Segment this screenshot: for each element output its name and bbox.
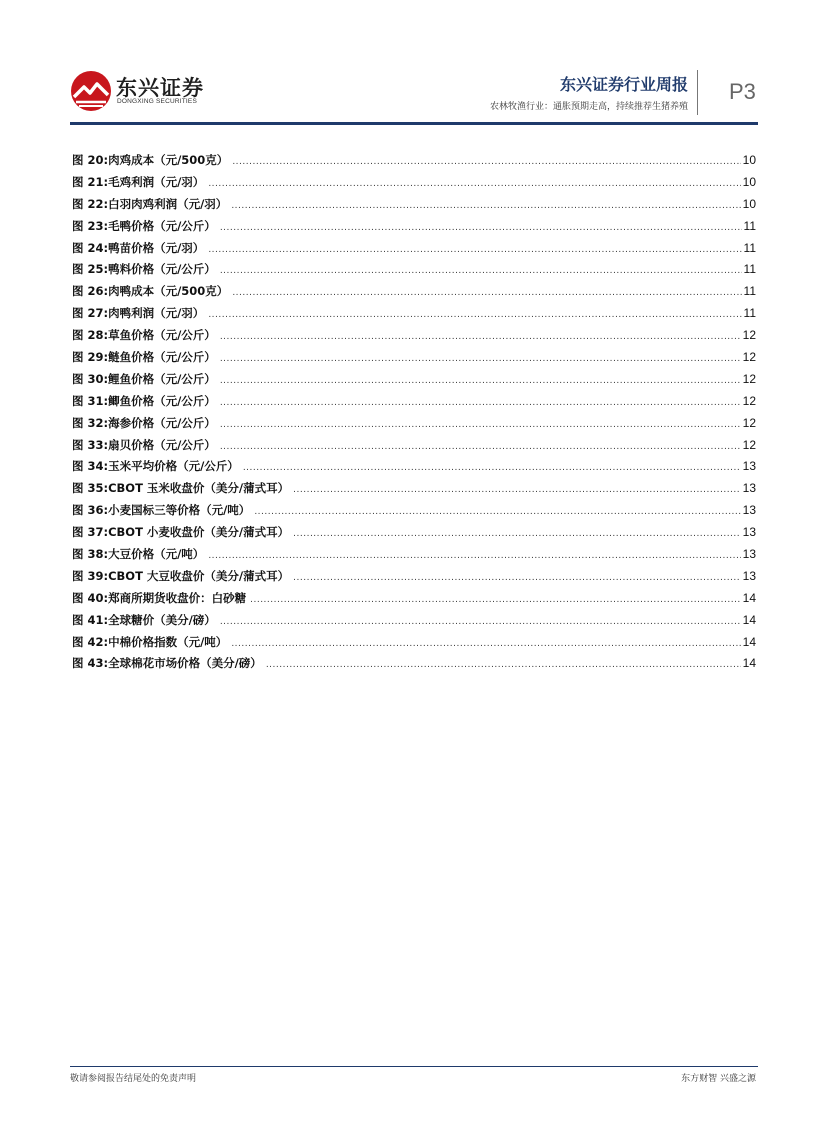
toc-leader-dots [220,218,742,240]
toc-entry[interactable] [72,544,756,566]
toc-entry-page: 11 [743,240,756,255]
toc-entry[interactable] [72,150,756,172]
toc-entry[interactable] [72,172,756,194]
toc-leader-dots [293,568,741,590]
toc-entry-label: 图 23:毛鸭价格（元/公斤） [72,218,216,233]
toc-entry-page: 12 [742,328,756,343]
toc-entry[interactable] [72,413,756,435]
toc-entry-page: 12 [742,437,756,452]
footer-rule [70,1066,758,1067]
page-header [0,0,827,130]
toc-entry[interactable] [72,216,756,238]
toc-entry-label: 图 42:中棉价格指数（元/吨） [72,634,228,649]
toc-leader-dots [293,524,741,546]
toc-entry[interactable] [72,632,756,654]
toc-entry-label: 图 33:扇贝价格（元/公斤） [72,437,216,452]
toc-leader-dots [243,458,741,480]
toc-entry-page: 14 [742,612,756,627]
toc-entry-label: 图 40:郑商所期货收盘价：白砂糖 [72,590,247,605]
logo-cn-text: 东兴证券 [116,76,204,100]
toc-entry[interactable] [72,347,756,369]
toc-entry[interactable] [72,588,756,610]
toc-entry-page: 13 [742,503,756,518]
company-logo [70,70,204,114]
toc-leader-dots [208,305,741,327]
toc-leader-dots [232,283,741,305]
toc-entry-label: 图 24:鸭苗价格（元/羽） [72,240,205,255]
toc-entry-label: 图 30:鲤鱼价格（元/公斤） [72,371,216,386]
toc-entry-page: 12 [742,393,756,408]
toc-entry-label: 图 21:毛鸡利润（元/羽） [72,174,205,189]
toc-entry-label: 图 29:鲢鱼价格（元/公斤） [72,350,216,365]
toc-entry-page: 11 [743,306,756,321]
report-title: 东兴证券行业周报 [559,75,688,94]
toc-entry-label: 图 38:大豆价格（元/吨） [72,547,205,562]
toc-leader-dots [220,327,741,349]
toc-entry[interactable] [72,325,756,347]
toc-entry-page: 14 [742,656,756,671]
toc-entry-page: 12 [742,371,756,386]
toc-entry[interactable] [72,281,756,303]
toc-entry-page: 11 [743,284,756,299]
header-rule [70,122,758,125]
toc-entry-label: 图 32:海参价格（元/公斤） [72,415,216,430]
disclaimer-note: 敬请参阅报告结尾处的免责声明 [70,1074,197,1084]
toc-entry-label: 图 20:肉鸡成本（元/500克） [72,153,229,167]
toc-leader-dots [220,393,741,415]
toc-leader-dots [220,612,741,634]
figure-index-list [72,150,756,675]
toc-entry-label: 图 26:肉鸭成本（元/500克） [72,284,229,299]
toc-entry[interactable] [72,478,756,500]
toc-leader-dots [208,546,740,568]
toc-entry-page: 10 [742,174,756,189]
toc-entry[interactable] [72,238,756,260]
toc-entry[interactable] [72,566,756,588]
toc-entry-page: 13 [742,525,756,540]
footer-slogan: 东方财智 兴盛之源 [681,1074,756,1084]
toc-entry-label: 图 34:玉米平均价格（元/公斤） [72,459,239,474]
page-number: P3 [729,79,756,104]
toc-entry[interactable] [72,610,756,632]
toc-entry-page: 13 [742,547,756,562]
toc-entry[interactable] [72,259,756,281]
toc-entry-page: 14 [742,634,756,649]
toc-entry[interactable] [72,194,756,216]
toc-entry-label: 图 35:CBOT 玉米收盘价（美分/蒲式耳） [72,481,290,496]
toc-entry-label: 图 31:鲫鱼价格（元/公斤） [72,393,216,408]
toc-entry-label: 图 25:鸭料价格（元/公斤） [72,262,216,277]
toc-entry[interactable] [72,303,756,325]
toc-entry[interactable] [72,391,756,413]
toc-leader-dots [220,415,741,437]
toc-entry-page: 11 [743,218,756,233]
toc-entry[interactable] [72,369,756,391]
toc-entry-page: 13 [742,481,756,496]
header-divider [697,70,698,115]
toc-entry-page: 11 [743,262,756,277]
logo-emblem-icon [70,70,112,112]
toc-entry-page: 13 [742,568,756,583]
toc-entry-page: 13 [742,459,756,474]
toc-leader-dots [266,655,741,677]
toc-leader-dots [220,437,741,459]
toc-leader-dots [208,240,741,262]
toc-entry-page: 10 [742,196,756,211]
report-subtitle: 农林牧渔行业：通胀预期走高，持续推荐生猪养殖 [489,102,688,112]
toc-leader-dots [250,590,741,612]
toc-leader-dots [220,349,741,371]
toc-entry-label: 图 43:全球棉花市场价格（美分/磅） [72,656,262,671]
toc-entry-page: 14 [742,590,756,605]
toc-entry[interactable] [72,522,756,544]
toc-entry-page: 12 [742,350,756,365]
toc-leader-dots [208,174,740,196]
toc-leader-dots [293,480,741,502]
toc-entry[interactable] [72,500,756,522]
toc-entry[interactable] [72,456,756,478]
toc-leader-dots [220,371,741,393]
toc-entry-label: 图 37:CBOT 小麦收盘价（美分/蒲式耳） [72,525,290,540]
toc-entry-page: 12 [742,415,756,430]
toc-entry-label: 图 22:白羽肉鸡利润（元/羽） [72,196,228,211]
toc-leader-dots [254,502,740,524]
toc-leader-dots [231,196,740,218]
toc-entry-page: 10 [742,153,756,167]
toc-leader-dots [220,261,742,283]
toc-leader-dots [232,152,740,174]
toc-entry-label: 图 41:全球糖价（美分/磅） [72,612,216,627]
toc-entry[interactable] [72,435,756,457]
logo-en-text: DONGXING SECURITIES [117,98,198,105]
toc-leader-dots [231,634,740,656]
toc-entry-label: 图 36:小麦国标三等价格（元/吨） [72,503,251,518]
toc-entry-label: 图 27:肉鸭利润（元/羽） [72,306,205,321]
toc-entry[interactable] [72,653,756,675]
toc-entry-label: 图 39:CBOT 大豆收盘价（美分/蒲式耳） [72,568,290,583]
toc-entry-label: 图 28:草鱼价格（元/公斤） [72,328,216,343]
